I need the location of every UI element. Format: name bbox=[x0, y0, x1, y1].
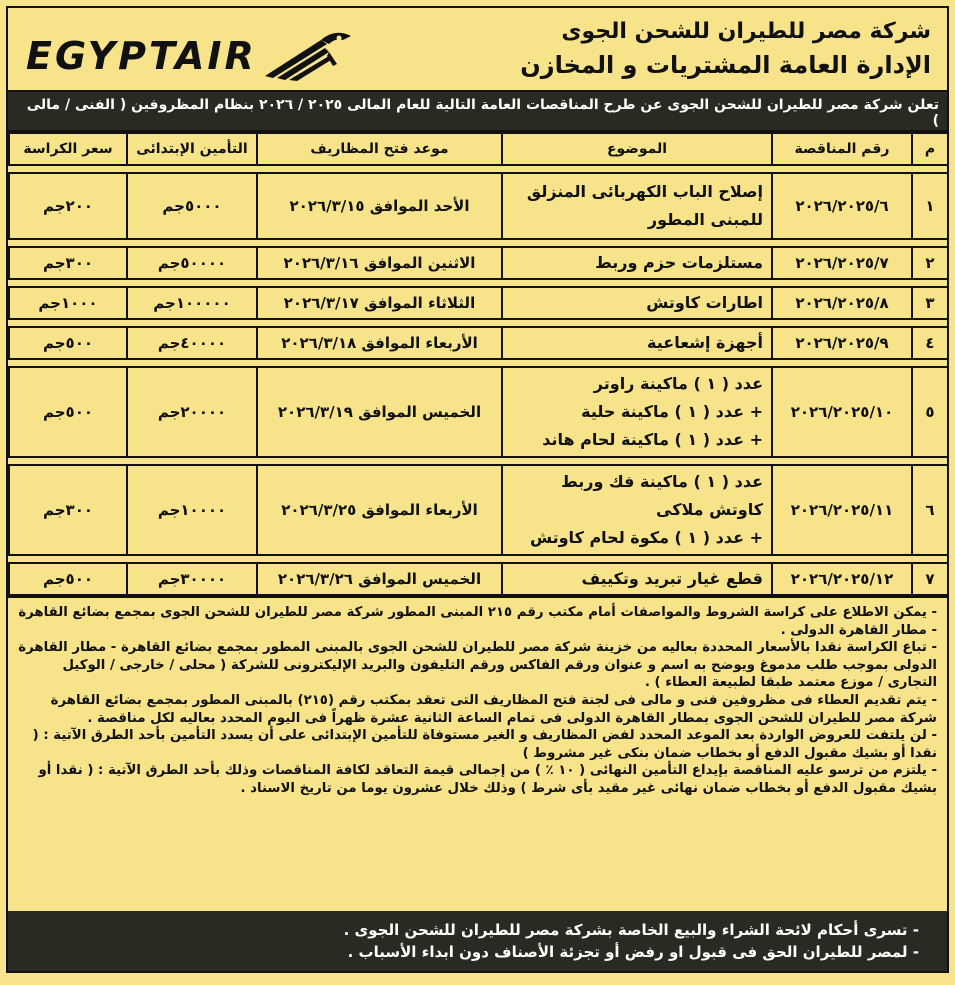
tender-number: ٢٠٢٦/٢٠٢٥/٩ bbox=[772, 327, 912, 359]
booklet-price: ١٠٠٠جم bbox=[9, 287, 127, 319]
row-index: ٤ bbox=[912, 327, 948, 359]
table-row bbox=[9, 247, 948, 279]
gap-row bbox=[9, 319, 948, 327]
note-item: - تباع الكراسة نقدا بالأسعار المحددة بعاليه من خزينة شركة مصر للطيران للشحن الجوى بالمبنى المطور بمجمع بضائع القاهرة - مطار القاهرة الدولى بموجب طلب مدموغ ويوضح به اسم و عنوان ورقم الفاكس ورقم التليفون والبريد الإليكترونى للشركة ( محلى / خارجى / الوكيل التجارى / موزع معتمد طبقا لطبيعة العطاء ) . bbox=[18, 640, 937, 691]
subject-line: + عدد ( ١ ) مكوة لحام كاوتش bbox=[529, 528, 763, 547]
subject bbox=[502, 563, 772, 595]
subject bbox=[502, 465, 772, 555]
booklet-price: ٣٠٠جم bbox=[9, 247, 127, 279]
tender-number: ٢٠٢٦/٢٠٢٥/١٠ bbox=[772, 367, 912, 457]
subject-line: + عدد ( ١ ) ماكينة لحام هاند bbox=[542, 430, 763, 449]
gap-cell bbox=[9, 165, 948, 173]
table-row bbox=[9, 287, 948, 319]
gap-cell bbox=[9, 239, 948, 247]
initial-insurance: ١٠٠٠٠٠جم bbox=[127, 287, 257, 319]
footer-line: - تسرى أحكام لائحة الشراء والبيع الخاصة بشركة مصر للطيران للشحن الجوى . bbox=[343, 921, 919, 939]
egyptair-logo bbox=[26, 30, 355, 82]
gap-cell bbox=[9, 555, 948, 563]
header-initial-insurance: التأمين الإبتدائى bbox=[127, 133, 257, 165]
tender-number: ٢٠٢٦/٢٠٢٥/١١ bbox=[772, 465, 912, 555]
terms-notes bbox=[8, 596, 947, 798]
footer-line: - لمصر للطيران الحق فى قبول او رفض أو تجزئة الأصناف دون ابداء الأسباب . bbox=[347, 943, 919, 961]
booklet-price: ٥٠٠جم bbox=[9, 327, 127, 359]
booklet-price: ٥٠٠جم bbox=[9, 367, 127, 457]
table-row bbox=[9, 563, 948, 595]
tender-number: ٢٠٢٦/٢٠٢٥/٨ bbox=[772, 287, 912, 319]
booklet-price: ٣٠٠جم bbox=[9, 465, 127, 555]
note-item: - يتم تقديم العطاء فى مظروفين فنى و مالى فى لجنة فتح المظاريف التى تعقد بمكتب رقم (٢١٥) بالمبنى المطور بمجمع بضائع القاهرة شركة مصر للطيران للشحن الجوى بمطار القاهرة الدولى فى تمام الساعة الثانية عشرة ظهراً فى اليوم المحدد بعاليه لكل مناقصة . bbox=[50, 692, 937, 726]
row-index: ٦ bbox=[912, 465, 948, 555]
subject-line: إصلاح الباب الكهربائى المنزلق bbox=[526, 182, 763, 201]
header-subject: الموضوع bbox=[502, 133, 772, 165]
subject bbox=[502, 367, 772, 457]
initial-insurance: ٣٠٠٠٠جم bbox=[127, 563, 257, 595]
subject-line: مستلزمات حزم وربط bbox=[595, 253, 763, 272]
opening-date: الثلاثاء الموافق ٢٠٢٦/٣/١٧ bbox=[257, 287, 502, 319]
opening-date: الخميس الموافق ٢٠٢٦/٣/٢٦ bbox=[257, 563, 502, 595]
gap-row bbox=[9, 555, 948, 563]
subject bbox=[502, 173, 772, 239]
subject-line: قطع غيار تبريد وتكييف bbox=[581, 569, 763, 588]
table-row bbox=[9, 173, 948, 239]
header bbox=[8, 8, 947, 90]
note-item: - لن يلتفت للعروض الواردة بعد الموعد المحدد لفض المظاريف و الغير مستوفاة للتأمين الإبتدائى على أن يسدد التأمين بأحد الطرق الآتية : ( نقدا أو بشيك مقبول الدفع أو بخطاب ضمان بنكى غير مشروط ) bbox=[32, 728, 937, 761]
subject-line: عدد ( ١ ) ماكينة فك وربط bbox=[561, 472, 763, 491]
opening-date: الأربعاء الموافق ٢٠٢٦/٣/١٨ bbox=[257, 327, 502, 359]
subject-line: كاوتش ملاكى bbox=[656, 500, 763, 519]
booklet-price: ٢٠٠جم bbox=[9, 173, 127, 239]
subject-line: اطارات كاوتش bbox=[646, 293, 763, 312]
header-tender-number: رقم المناقصة bbox=[772, 133, 912, 165]
gap-cell bbox=[9, 279, 948, 287]
opening-date: الأحد الموافق ٢٠٢٦/٣/١٥ bbox=[257, 173, 502, 239]
subject bbox=[502, 287, 772, 319]
opening-date: الاثنين الموافق ٢٠٢٦/٣/١٦ bbox=[257, 247, 502, 279]
gap-row bbox=[9, 279, 948, 287]
subject bbox=[502, 247, 772, 279]
tender-announcement bbox=[6, 6, 949, 973]
initial-insurance: ١٠٠٠٠جم bbox=[127, 465, 257, 555]
booklet-price: ٥٠٠جم bbox=[9, 563, 127, 595]
gap-cell bbox=[9, 319, 948, 327]
footer-band bbox=[8, 911, 947, 971]
company-name: شركة مصر للطيران للشحن الجوى bbox=[561, 19, 931, 44]
opening-date: الأربعاء الموافق ٢٠٢٦/٣/٢٥ bbox=[257, 465, 502, 555]
logo-text: EGYPTAIR bbox=[26, 34, 257, 78]
gap-cell bbox=[9, 359, 948, 367]
tender-number: ٢٠٢٦/٢٠٢٥/١٢ bbox=[772, 563, 912, 595]
subject bbox=[502, 327, 772, 359]
gap-row bbox=[9, 239, 948, 247]
initial-insurance: ٥٠٠٠٠جم bbox=[127, 247, 257, 279]
initial-insurance: ٢٠٠٠٠جم bbox=[127, 367, 257, 457]
gap-row bbox=[9, 457, 948, 465]
announcement-band: تعلن شركة مصر للطيران للشحن الجوى عن طرح المناقصات العامة التالية للعام المالى ٢٠٢٥ / ٢٠٢٦ بنظام المظروفين ( الفنى / مالى ) bbox=[8, 90, 947, 132]
gap-cell bbox=[9, 457, 948, 465]
subject-line: للمبنى المطور bbox=[647, 210, 763, 229]
initial-insurance: ٥٠٠٠جم bbox=[127, 173, 257, 239]
note-item: - يلتزم من ترسو عليه المناقصة بإيداع التأمين النهائى ( ١٠ ٪ ) من إجمالى قيمة التعاقد لكافة المناقصات وذلك بأحد الطرق الآتية : ( نقدا أو بشيك مقبول الدفع أو بخطاب ضمان نهائى غير مقيد بأى شرط ) وذلك خلال عشرون يوما من تاريخ الاسناد . bbox=[38, 763, 937, 796]
row-index: ٣ bbox=[912, 287, 948, 319]
row-index: ٢ bbox=[912, 247, 948, 279]
header-index: م bbox=[912, 133, 948, 165]
row-index: ٥ bbox=[912, 367, 948, 457]
note-item: - يمكن الاطلاع على كراسة الشروط والمواصفات أمام مكتب رقم ٢١٥ المبنى المطور شركة مصر للطيران للشحن الجوى بمجمع بضائع القاهرة - مطار القاهرة الدولى . bbox=[18, 605, 937, 638]
opening-date: الخميس الموافق ٢٠٢٦/٣/١٩ bbox=[257, 367, 502, 457]
gap-row bbox=[9, 359, 948, 367]
department-name: الإدارة العامة المشتريات و المخازن bbox=[520, 51, 931, 79]
subject-line: أجهزة إشعاعية bbox=[647, 333, 763, 352]
table-row bbox=[9, 327, 948, 359]
tender-number: ٢٠٢٦/٢٠٢٥/٧ bbox=[772, 247, 912, 279]
row-index: ٧ bbox=[912, 563, 948, 595]
gap-row bbox=[9, 165, 948, 173]
table-row bbox=[9, 367, 948, 457]
table-header-row bbox=[9, 133, 948, 165]
tender-number: ٢٠٢٦/٢٠٢٥/٦ bbox=[772, 173, 912, 239]
tenders-table bbox=[8, 132, 949, 596]
horus-wing-icon bbox=[263, 30, 355, 82]
initial-insurance: ٤٠٠٠٠جم bbox=[127, 327, 257, 359]
subject-line: + عدد ( ١ ) ماكينة حلية bbox=[581, 402, 763, 421]
row-index: ١ bbox=[912, 173, 948, 239]
header-titles bbox=[520, 16, 931, 82]
header-booklet-price: سعر الكراسة bbox=[9, 133, 127, 165]
subject-line: عدد ( ١ ) ماكينة راوتر bbox=[593, 374, 763, 393]
header-opening-date: موعد فتح المظاريف bbox=[257, 133, 502, 165]
table-row bbox=[9, 465, 948, 555]
